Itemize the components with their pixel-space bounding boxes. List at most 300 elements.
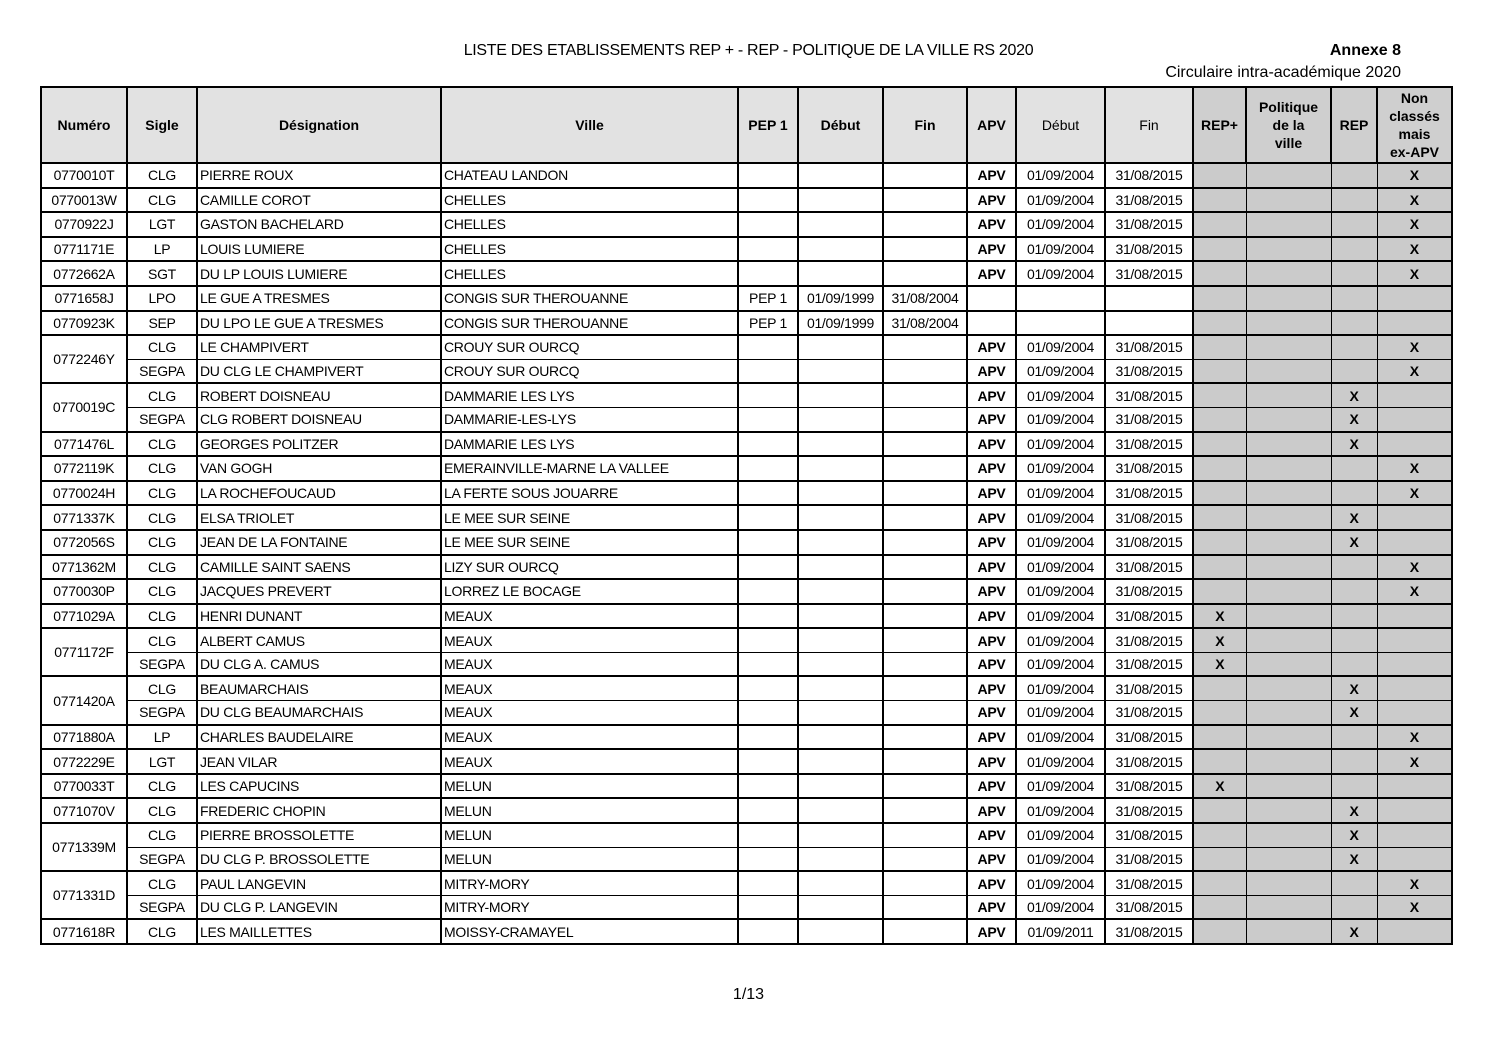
pep-debut-cell: [798, 555, 883, 580]
rep-plus-cell: [1193, 725, 1246, 750]
pep-debut-cell: [798, 652, 883, 676]
designation-cell: DU CLG BEAUMARCHAIS: [197, 701, 441, 725]
apv-fin-cell: 31/08/2015: [1105, 407, 1193, 431]
table-row: [41, 798, 1452, 823]
pep1-cell: [738, 871, 798, 895]
apv-debut-cell: [1016, 286, 1105, 311]
ville-cell: MELUN: [441, 798, 738, 823]
ville-cell: MOISSY-CRAMAYEL: [441, 919, 738, 944]
apv-fin-cell: 31/08/2015: [1105, 261, 1193, 286]
numero-cell: 0771339M: [41, 823, 127, 871]
designation-cell: DU CLG P. BROSSOLETTE: [197, 847, 441, 871]
table-row: [41, 286, 1452, 311]
table-row: [41, 432, 1452, 457]
apv-cell: [967, 311, 1016, 336]
apv-debut-cell: 01/09/2004: [1016, 604, 1105, 629]
rep-plus-cell: [1193, 212, 1246, 237]
rep-cell: X: [1331, 432, 1377, 457]
non-classes-cell: X: [1377, 895, 1452, 919]
designation-cell: LE GUE A TRESMES: [197, 286, 441, 311]
rep-plus-cell: [1193, 286, 1246, 311]
pep1-cell: [738, 359, 798, 383]
pep1-cell: [738, 774, 798, 799]
rep-plus-cell: [1193, 188, 1246, 213]
rep-plus-cell: [1193, 749, 1246, 774]
apv-debut-cell: 01/09/2004: [1016, 432, 1105, 457]
apv-debut-cell: 01/09/2004: [1016, 407, 1105, 431]
ville-cell: MEAUX: [441, 676, 738, 700]
apv-fin-cell: 31/08/2015: [1105, 579, 1193, 604]
politique-ville-cell: [1246, 895, 1331, 919]
table-row: [41, 335, 1452, 359]
pep1-cell: [738, 701, 798, 725]
table-row: [41, 895, 1452, 919]
apv-debut-cell: 01/09/2004: [1016, 383, 1105, 407]
designation-cell: CLG ROBERT DOISNEAU: [197, 407, 441, 431]
non-classes-cell: [1377, 701, 1452, 725]
apv-cell: APV: [967, 798, 1016, 823]
table-row: [41, 579, 1452, 604]
rep-plus-cell: [1193, 261, 1246, 286]
sigle-cell: LP: [127, 725, 197, 750]
non-classes-cell: [1377, 604, 1452, 629]
ville-cell: DAMMARIE-LES-LYS: [441, 407, 738, 431]
table-row: [41, 481, 1452, 506]
designation-cell: DU CLG P. LANGEVIN: [197, 895, 441, 919]
non-classes-cell: X: [1377, 261, 1452, 286]
apv-debut-cell: 01/09/2004: [1016, 774, 1105, 799]
apv-fin-cell: 31/08/2015: [1105, 823, 1193, 847]
apv-debut-cell: 01/09/2004: [1016, 725, 1105, 750]
table-body: [41, 163, 1452, 944]
col-header-pep1: PEP 1: [738, 87, 798, 163]
designation-cell: CAMILLE COROT: [197, 188, 441, 213]
ville-cell: MEAUX: [441, 628, 738, 652]
pep1-cell: [738, 237, 798, 262]
apv-cell: APV: [967, 555, 1016, 580]
table-row: [41, 847, 1452, 871]
table-row: [41, 774, 1452, 799]
sigle-cell: CLG: [127, 604, 197, 629]
rep-cell: [1331, 652, 1377, 676]
politique-ville-cell: [1246, 798, 1331, 823]
sigle-cell: CLG: [127, 871, 197, 895]
numero-cell: 0771070V: [41, 798, 127, 823]
politique-ville-cell: [1246, 163, 1331, 188]
apv-cell: [967, 286, 1016, 311]
numero-cell: 0771331D: [41, 871, 127, 919]
non-classes-cell: [1377, 798, 1452, 823]
designation-cell: ELSA TRIOLET: [197, 505, 441, 530]
pep-fin-cell: [883, 798, 967, 823]
pep1-cell: [738, 481, 798, 506]
apv-debut-cell: 01/09/2004: [1016, 676, 1105, 700]
pep-fin-cell: [883, 871, 967, 895]
designation-cell: JEAN VILAR: [197, 749, 441, 774]
col-header-politique-ville: [1246, 87, 1331, 163]
pep-fin-cell: [883, 604, 967, 629]
non-classes-cell: [1377, 530, 1452, 555]
ville-cell: CROUY SUR OURCQ: [441, 335, 738, 359]
sigle-cell: CLG: [127, 432, 197, 457]
rep-cell: X: [1331, 919, 1377, 944]
non-classes-cell: [1377, 847, 1452, 871]
designation-cell: LE CHAMPIVERT: [197, 335, 441, 359]
sigle-cell: CLG: [127, 798, 197, 823]
numero-cell: 0770024H: [41, 481, 127, 506]
header-line: classés: [1389, 108, 1440, 124]
apv-cell: APV: [967, 919, 1016, 944]
apv-debut-cell: 01/09/2004: [1016, 798, 1105, 823]
rep-plus-cell: [1193, 895, 1246, 919]
non-classes-cell: [1377, 407, 1452, 431]
rep-cell: X: [1331, 530, 1377, 555]
pep-debut-cell: [798, 163, 883, 188]
circulaire-label: Circulaire intra-académique 2020: [1165, 64, 1401, 81]
sigle-cell: CLG: [127, 579, 197, 604]
rep-plus-cell: [1193, 676, 1246, 700]
header-line: ex-APV: [1389, 144, 1440, 160]
politique-ville-cell: [1246, 383, 1331, 407]
apv-fin-cell: 31/08/2015: [1105, 188, 1193, 213]
numero-cell: 0771658J: [41, 286, 127, 311]
ville-cell: LE MEE SUR SEINE: [441, 530, 738, 555]
table-row: [41, 311, 1452, 336]
col-header-ville: Ville: [441, 87, 738, 163]
header-line: mais: [1398, 126, 1431, 142]
apv-cell: APV: [967, 359, 1016, 383]
designation-cell: PIERRE ROUX: [197, 163, 441, 188]
designation-cell: HENRI DUNANT: [197, 604, 441, 629]
non-classes-cell: X: [1377, 555, 1452, 580]
apv-cell: APV: [967, 895, 1016, 919]
pep-fin-cell: [883, 823, 967, 847]
non-classes-cell: X: [1377, 359, 1452, 383]
politique-ville-cell: [1246, 261, 1331, 286]
apv-fin-cell: 31/08/2015: [1105, 555, 1193, 580]
apv-cell: APV: [967, 749, 1016, 774]
rep-cell: [1331, 163, 1377, 188]
rep-plus-cell: [1193, 871, 1246, 895]
sigle-cell: SEGPA: [127, 895, 197, 919]
ville-cell: MELUN: [441, 847, 738, 871]
ville-cell: CHELLES: [441, 237, 738, 262]
pep1-cell: [738, 823, 798, 847]
designation-cell: JEAN DE LA FONTAINE: [197, 530, 441, 555]
designation-cell: CAMILLE SAINT SAENS: [197, 555, 441, 580]
politique-ville-cell: [1246, 286, 1331, 311]
ville-cell: LORREZ LE BOCAGE: [441, 579, 738, 604]
pep-debut-cell: [798, 725, 883, 750]
pep1-cell: [738, 749, 798, 774]
pep1-cell: [738, 604, 798, 629]
non-classes-cell: [1377, 286, 1452, 311]
rep-plus-cell: X: [1193, 628, 1246, 652]
sigle-cell: SEGPA: [127, 359, 197, 383]
apv-debut-cell: 01/09/2004: [1016, 895, 1105, 919]
rep-plus-cell: [1193, 359, 1246, 383]
pep1-cell: PEP 1: [738, 286, 798, 311]
table-row: [41, 701, 1452, 725]
designation-cell: DU CLG LE CHAMPIVERT: [197, 359, 441, 383]
politique-ville-cell: [1246, 774, 1331, 799]
pep1-cell: [738, 456, 798, 481]
numero-cell: 0772119K: [41, 456, 127, 481]
sigle-cell: LP: [127, 237, 197, 262]
rep-cell: [1331, 895, 1377, 919]
numero-cell: 0770013W: [41, 188, 127, 213]
apv-cell: APV: [967, 505, 1016, 530]
ville-cell: LIZY SUR OURCQ: [441, 555, 738, 580]
rep-plus-cell: [1193, 383, 1246, 407]
pep1-cell: [738, 895, 798, 919]
numero-cell: 0771362M: [41, 555, 127, 580]
ville-cell: CHELLES: [441, 212, 738, 237]
ville-cell: CONGIS SUR THEROUANNE: [441, 286, 738, 311]
apv-debut-cell: 01/09/2004: [1016, 579, 1105, 604]
rep-cell: [1331, 311, 1377, 336]
pep-debut-cell: [798, 579, 883, 604]
non-classes-cell: [1377, 432, 1452, 457]
apv-debut-cell: 01/09/2004: [1016, 749, 1105, 774]
politique-ville-cell: [1246, 432, 1331, 457]
table-row: [41, 555, 1452, 580]
apv-fin-cell: 31/08/2015: [1105, 871, 1193, 895]
ville-cell: MITRY-MORY: [441, 895, 738, 919]
rep-cell: X: [1331, 676, 1377, 700]
table-row: [41, 823, 1452, 847]
designation-cell: JACQUES PREVERT: [197, 579, 441, 604]
numero-cell: 0770019C: [41, 383, 127, 431]
apv-fin-cell: 31/08/2015: [1105, 530, 1193, 555]
col-header-apv-debut: Début: [1016, 87, 1105, 163]
designation-cell: DU LPO LE GUE A TRESMES: [197, 311, 441, 336]
table-row: [41, 237, 1452, 262]
pep1-cell: [738, 163, 798, 188]
designation-cell: LA ROCHEFOUCAUD: [197, 481, 441, 506]
table-row: [41, 359, 1452, 383]
pep1-cell: [738, 188, 798, 213]
apv-debut-cell: 01/09/2004: [1016, 456, 1105, 481]
apv-cell: APV: [967, 725, 1016, 750]
numero-cell: 0772056S: [41, 530, 127, 555]
pep-debut-cell: [798, 456, 883, 481]
designation-cell: FREDERIC CHOPIN: [197, 798, 441, 823]
pep1-cell: [738, 628, 798, 652]
non-classes-cell: [1377, 628, 1452, 652]
sigle-cell: CLG: [127, 530, 197, 555]
pep1-cell: [738, 798, 798, 823]
pep-fin-cell: [883, 383, 967, 407]
ville-cell: CONGIS SUR THEROUANNE: [441, 311, 738, 336]
pep-fin-cell: [883, 847, 967, 871]
apv-cell: APV: [967, 188, 1016, 213]
sigle-cell: CLG: [127, 335, 197, 359]
sigle-cell: SGT: [127, 261, 197, 286]
non-classes-cell: X: [1377, 871, 1452, 895]
apv-debut-cell: 01/09/2004: [1016, 823, 1105, 847]
pep-debut-cell: [798, 432, 883, 457]
ville-cell: MEAUX: [441, 652, 738, 676]
pep-debut-cell: [798, 481, 883, 506]
table-row: [41, 505, 1452, 530]
apv-fin-cell: 31/08/2015: [1105, 432, 1193, 457]
rep-cell: [1331, 286, 1377, 311]
politique-ville-cell: [1246, 311, 1331, 336]
pep-debut-cell: [798, 774, 883, 799]
pep-debut-cell: [798, 383, 883, 407]
col-header-sigle: Sigle: [127, 87, 197, 163]
apv-fin-cell: 31/08/2015: [1105, 212, 1193, 237]
header-line: Non: [1400, 90, 1429, 106]
apv-debut-cell: 01/09/2004: [1016, 847, 1105, 871]
rep-cell: [1331, 604, 1377, 629]
apv-cell: APV: [967, 871, 1016, 895]
numero-cell: 0771618R: [41, 919, 127, 944]
rep-cell: X: [1331, 847, 1377, 871]
apv-cell: APV: [967, 823, 1016, 847]
apv-fin-cell: 31/08/2015: [1105, 505, 1193, 530]
apv-debut-cell: [1016, 311, 1105, 336]
pep1-cell: [738, 407, 798, 431]
apv-cell: APV: [967, 628, 1016, 652]
sigle-cell: SEGPA: [127, 652, 197, 676]
pep-fin-cell: [883, 359, 967, 383]
sigle-cell: CLG: [127, 774, 197, 799]
pep-fin-cell: [883, 749, 967, 774]
designation-cell: VAN GOGH: [197, 456, 441, 481]
apv-cell: APV: [967, 604, 1016, 629]
apv-debut-cell: 01/09/2004: [1016, 871, 1105, 895]
sigle-cell: SEGPA: [127, 407, 197, 431]
rep-plus-cell: [1193, 407, 1246, 431]
sigle-cell: LPO: [127, 286, 197, 311]
pep1-cell: [738, 335, 798, 359]
rep-cell: [1331, 188, 1377, 213]
apv-fin-cell: 31/08/2015: [1105, 676, 1193, 700]
ville-cell: MEAUX: [441, 604, 738, 629]
apv-debut-cell: 01/09/2004: [1016, 359, 1105, 383]
politique-ville-cell: [1246, 725, 1331, 750]
pep-debut-cell: [798, 628, 883, 652]
table-row: [41, 725, 1452, 750]
apv-fin-cell: 31/08/2015: [1105, 652, 1193, 676]
pep-fin-cell: [883, 895, 967, 919]
rep-plus-cell: [1193, 823, 1246, 847]
apv-fin-cell: 31/08/2015: [1105, 628, 1193, 652]
politique-ville-cell: [1246, 579, 1331, 604]
establishments-table: [40, 86, 1453, 945]
pep-debut-cell: [798, 505, 883, 530]
designation-cell: ROBERT DOISNEAU: [197, 383, 441, 407]
designation-cell: ALBERT CAMUS: [197, 628, 441, 652]
politique-ville-cell: [1246, 188, 1331, 213]
designation-cell: PIERRE BROSSOLETTE: [197, 823, 441, 847]
pep1-cell: [738, 383, 798, 407]
apv-debut-cell: 01/09/2004: [1016, 261, 1105, 286]
col-header-pep-fin: Fin: [883, 87, 967, 163]
rep-cell: [1331, 261, 1377, 286]
rep-cell: X: [1331, 798, 1377, 823]
numero-cell: 0772229E: [41, 749, 127, 774]
apv-cell: APV: [967, 432, 1016, 457]
apv-debut-cell: 01/09/2004: [1016, 505, 1105, 530]
rep-cell: [1331, 628, 1377, 652]
apv-debut-cell: 01/09/2004: [1016, 212, 1105, 237]
apv-fin-cell: 31/08/2015: [1105, 725, 1193, 750]
pep-debut-cell: [798, 212, 883, 237]
rep-plus-cell: [1193, 456, 1246, 481]
apv-fin-cell: [1105, 311, 1193, 336]
non-classes-cell: X: [1377, 212, 1452, 237]
rep-cell: X: [1331, 701, 1377, 725]
table-row: [41, 652, 1452, 676]
non-classes-cell: [1377, 652, 1452, 676]
apv-fin-cell: 31/08/2015: [1105, 919, 1193, 944]
politique-ville-cell: [1246, 628, 1331, 652]
pep-debut-cell: [798, 261, 883, 286]
header-line: Politique: [1258, 99, 1319, 115]
designation-cell: DU CLG A. CAMUS: [197, 652, 441, 676]
pep-fin-cell: 31/08/2004: [883, 286, 967, 311]
pep-fin-cell: [883, 530, 967, 555]
pep-fin-cell: [883, 188, 967, 213]
table-row: [41, 676, 1452, 700]
apv-cell: APV: [967, 579, 1016, 604]
non-classes-cell: X: [1377, 481, 1452, 506]
politique-ville-cell: [1246, 871, 1331, 895]
pep-debut-cell: 01/09/1999: [798, 311, 883, 336]
pep-fin-cell: [883, 676, 967, 700]
numero-cell: 0771476L: [41, 432, 127, 457]
pep-fin-cell: 31/08/2004: [883, 311, 967, 336]
pep-fin-cell: [883, 919, 967, 944]
politique-ville-cell: [1246, 237, 1331, 262]
politique-ville-cell: [1246, 919, 1331, 944]
non-classes-cell: X: [1377, 163, 1452, 188]
pep-fin-cell: [883, 481, 967, 506]
politique-ville-cell: [1246, 823, 1331, 847]
pep-fin-cell: [883, 701, 967, 725]
apv-fin-cell: 31/08/2015: [1105, 847, 1193, 871]
pep1-cell: [738, 676, 798, 700]
pep1-cell: [738, 212, 798, 237]
sigle-cell: SEGPA: [127, 701, 197, 725]
table-row: [41, 919, 1452, 944]
pep1-cell: [738, 652, 798, 676]
rep-plus-cell: [1193, 847, 1246, 871]
apv-fin-cell: 31/08/2015: [1105, 701, 1193, 725]
apv-debut-cell: 01/09/2004: [1016, 701, 1105, 725]
pep-debut-cell: [798, 676, 883, 700]
col-header-rep-plus: REP+: [1193, 87, 1246, 163]
apv-cell: APV: [967, 701, 1016, 725]
pep-fin-cell: [883, 456, 967, 481]
pep1-cell: [738, 847, 798, 871]
apv-fin-cell: 31/08/2015: [1105, 335, 1193, 359]
numero-cell: 0771337K: [41, 505, 127, 530]
rep-cell: [1331, 774, 1377, 799]
sigle-cell: CLG: [127, 383, 197, 407]
rep-plus-cell: X: [1193, 604, 1246, 629]
apv-fin-cell: 31/08/2015: [1105, 895, 1193, 919]
apv-fin-cell: 31/08/2015: [1105, 604, 1193, 629]
rep-plus-cell: [1193, 432, 1246, 457]
col-header-apv: APV: [967, 87, 1016, 163]
apv-cell: APV: [967, 847, 1016, 871]
non-classes-cell: [1377, 774, 1452, 799]
col-header-designation: Désignation: [197, 87, 441, 163]
